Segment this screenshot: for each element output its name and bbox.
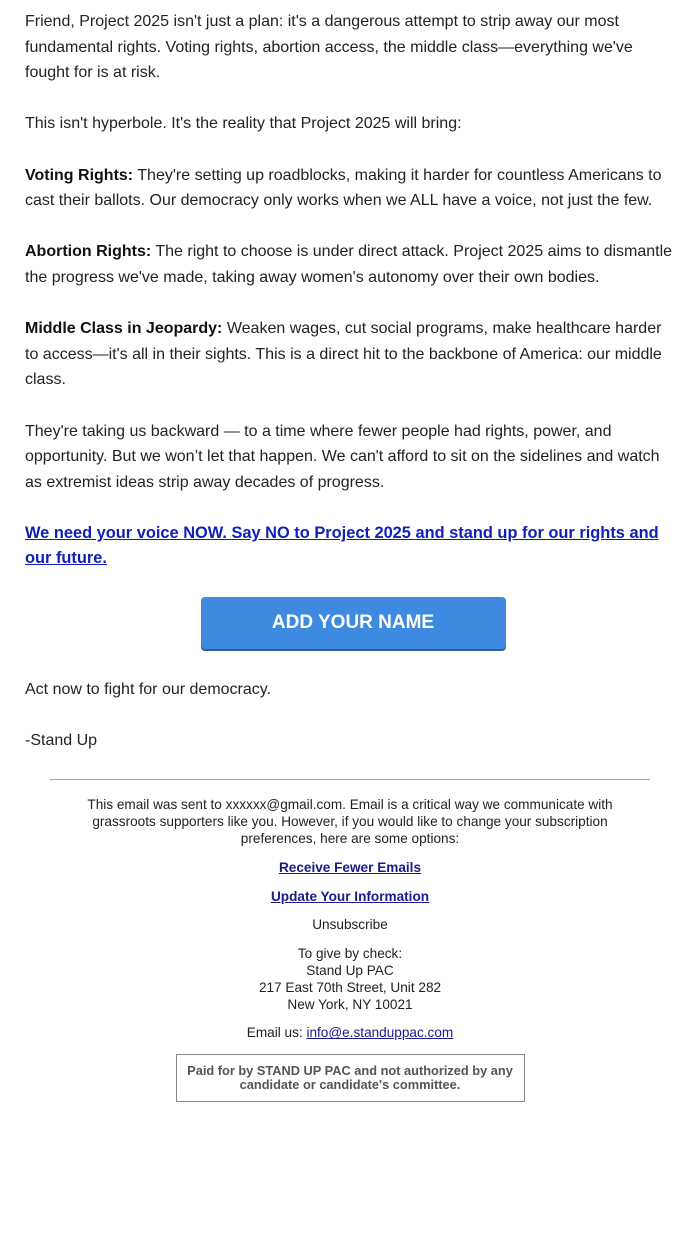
disclaimer-wrapper [0, 1054, 700, 1102]
abortion-rights-paragraph [25, 239, 675, 290]
paid-for-disclaimer: Paid for by STAND UP PAC and not authorized by any candidate or candidate's committee. [176, 1054, 525, 1102]
contact-email-link[interactable]: info@e.standuppac.com [306, 1025, 454, 1041]
middle-class-label: Middle Class in Jeopardy: [25, 320, 223, 338]
update-information-link[interactable]: Update Your Information [270, 888, 430, 904]
middle-class-paragraph [25, 316, 675, 393]
footer-notice: This email was sent to xxxxxx@gmail.com. Email is a critical way we communicate with grassroots supporters like you. However, if you would like to change your subscription preferences, here are some options: [87, 797, 613, 847]
check-heading: To give by check: [297, 946, 403, 962]
intro-paragraph: Friend, Project 2025 isn't just a plan: it's a dangerous attempt to strip away our most fundamental rights. Voting rights, abortion access, the middle class—everything we've fought for is at risk. [25, 13, 633, 82]
contact-email [60, 1025, 640, 1042]
receive-fewer-emails-link[interactable]: Receive Fewer Emails [278, 859, 422, 875]
street-address: 217 East 70th Street, Unit 282 [258, 979, 442, 995]
mailing-address [60, 946, 640, 1013]
signoff: -Stand Up [25, 732, 98, 750]
cta-button-wrapper [25, 597, 675, 649]
unsubscribe-link[interactable]: Unsubscribe [312, 917, 388, 933]
backward-paragraph: They're taking us backward — to a time where fewer people had rights, power, and opportunity. But we won’t let that happen. We can't afford to sit on the sidelines and watch as extremist ideas strip away decades of progress. [25, 422, 660, 491]
abortion-rights-text: The right to choose is under direct attack. Project 2025 aims to dismantle the progress we've made, taking away women's autonomy over their own bodies. [25, 243, 673, 286]
voting-rights-paragraph [25, 163, 675, 214]
cta-link[interactable]: We need your voice NOW. Say NO to Project 2025 and stand up for our rights and our future. [25, 523, 659, 568]
city-address: New York, NY 10021 [287, 996, 413, 1012]
add-your-name-button[interactable]: ADD YOUR NAME [201, 597, 506, 649]
voting-rights-label: Voting Rights: [25, 166, 134, 184]
middle-class-text: Weaken wages, cut social programs, make healthcare harder to access—it's all in their sights. This is a direct hit to the backbone of America: our middle class. [25, 320, 662, 389]
abortion-rights-label: Abortion Rights: [25, 243, 152, 261]
voting-rights-text: They're setting up roadblocks, making it harder for countless Americans to cast their ballots. Our democracy only works when we ALL have a voice, not just the few. [25, 166, 662, 210]
org-name: Stand Up PAC [306, 963, 394, 979]
email-label: Email us: [246, 1025, 307, 1041]
hyperbole-paragraph: This isn't hyperbole. It's the reality that Project 2025 will bring: [25, 115, 462, 133]
act-now-paragraph: Act now to fight for our democracy. [25, 681, 272, 699]
email-footer [0, 780, 700, 1042]
